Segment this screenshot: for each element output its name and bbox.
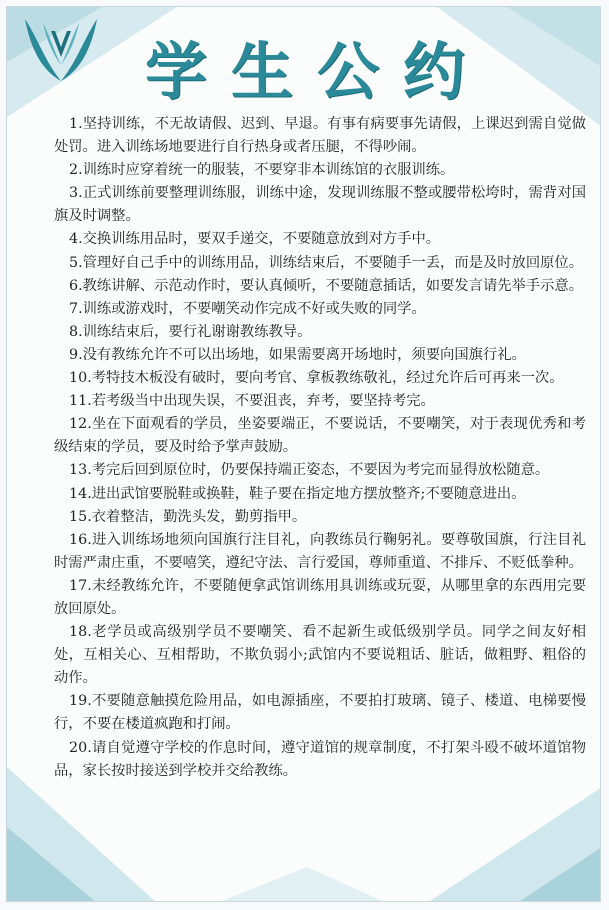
rule-item: 8.训练结束后，要行礼谢谢教练教导。 xyxy=(69,323,312,340)
page-title: 学生公约 xyxy=(144,35,489,108)
rule-item: 15.衣着整洁，勤洗头发，勤剪指甲。 xyxy=(69,508,307,525)
rules-list xyxy=(54,113,586,783)
rule-item: 17.未经教练允许，不要随便拿武馆训练用具训练或玩耍，从哪里拿的东西用完要放回原处。 xyxy=(54,577,586,617)
rule-item: 20.请自觉遵守学校的作息时间，遵守道馆的规章制度，不打架斗殴不破坏道馆物品，家长按时接送到学校并交给教练。 xyxy=(54,739,586,779)
rule-item: 4.交换训练用品时，要双手递交，不要随意放到对方手中。 xyxy=(69,231,441,248)
rule-item: 19.不要随意触摸危险用品，如电源插座，不要拍打玻璃、镜子、楼道、电梯要慢行，不要在楼道疯跑和打闹。 xyxy=(54,693,586,733)
rule-item: 5.管理好自己手中的训练用品，训练结束后，不要随手一丢，而是及时放回原位。 xyxy=(69,254,584,271)
rule-item: 11.若考级当中出现失误，不要沮丧，弃考，要坚持考完。 xyxy=(69,393,435,410)
rule-item: 14.进出武馆要脱鞋或换鞋，鞋子要在指定地方摆放整齐;不要随意进出。 xyxy=(69,485,526,502)
poster xyxy=(6,6,601,902)
rule-item: 7.训练或游戏时，不要嘲笑动作完成不好或失败的同学。 xyxy=(69,300,426,317)
rule-item: 9.没有教练允许不可以出场地，如果需要离开场地时，须要向国旗行礼。 xyxy=(69,346,526,363)
rule-item: 1.坚持训练，不无故请假、迟到、早退。有事有病要事先请假，上课迟到需自觉做处罚。进入训练场地要进行自行热身或者压腿，不得吵闹。 xyxy=(54,116,586,156)
rule-item: 3.正式训练前要整理训练服，训练中途，发现训练服不整或腰带松垮时，需背对国旗及时调整。 xyxy=(54,185,586,225)
rule-item: 12.坐在下面观看的学员，坐姿要端正，不要说话，不要嘲笑，对于表现优秀和考级结束的学员，要及时给予掌声鼓励。 xyxy=(54,416,586,456)
rule-item: 18.老学员或高级别学员不要嘲笑、看不起新生或低级别学员。同学之间友好相处，互相关心、互相帮助，不欺负弱小;武馆内不要说粗话、脏话，做粗野、粗俗的动作。 xyxy=(54,624,586,687)
rule-item: 13.考完后回到原位时，仍要保持端正姿态，不要因为考完而显得放松随意。 xyxy=(69,462,550,479)
logo-icon xyxy=(21,13,101,87)
rule-item: 16.进入训练场地须向国旗行注目礼，向教练员行鞠躬礼。要尊敬国旗，行注目礼时需严肃庄重，不要嘻笑，遵纪守法、言行爱国，尊师重道、不排斥、不贬低拳种。 xyxy=(54,531,586,571)
rule-item: 2.训练时应穿着统一的服装，不要穿非本训练馆的衣服训练。 xyxy=(69,162,455,179)
rule-item: 6.教练讲解、示范动作时，要认真倾听，不要随意插话，如要发言请先举手示意。 xyxy=(69,277,584,294)
rule-item: 10.考特技木板没有破时，要向考官、拿板教练敬礼，经过允许后可再来一次。 xyxy=(69,370,564,387)
